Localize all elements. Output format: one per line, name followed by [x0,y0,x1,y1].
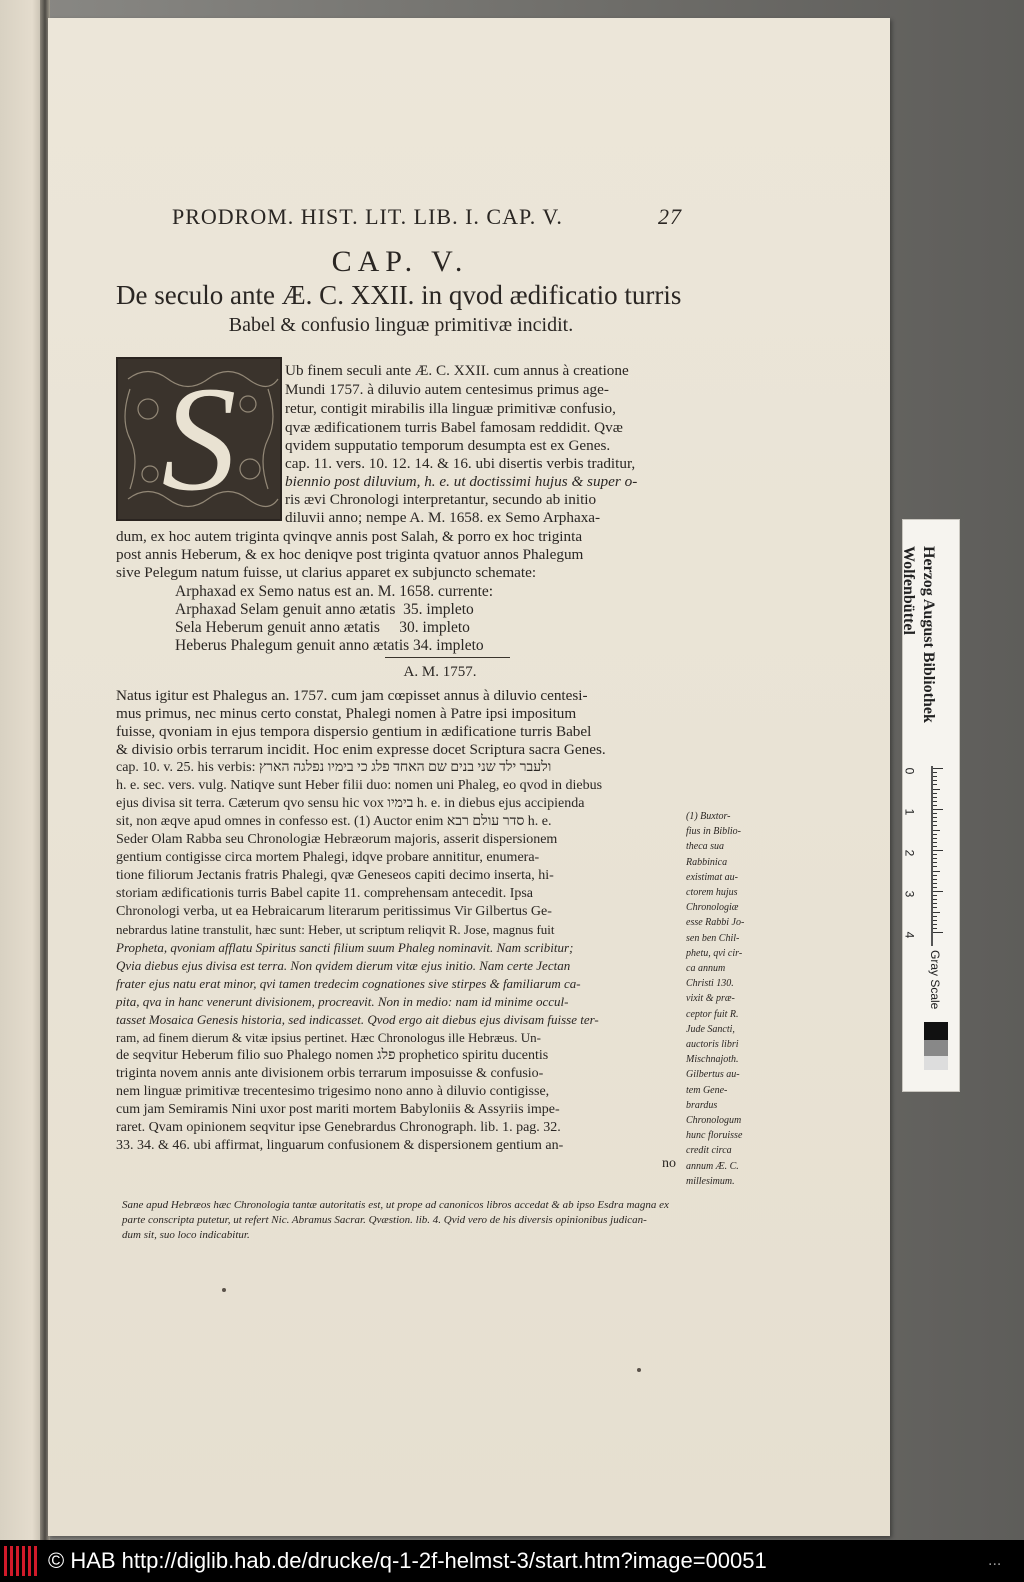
gray-scale-label: Gray Scale [928,950,942,1010]
text-line: gentium contigisse circa mortem Phalegi, idqve probare annititur, enumera- [116,850,540,865]
text-line: Propheta, qvoniam afflatu Spiritus sancti filium suum Phaleg nominavit. Nam scribitur; [116,940,574,955]
running-head-title: PRODROM. HIST. LIT. LIB. I. CAP. V. [172,204,563,229]
scale-tick [933,772,937,773]
scale-tick [933,846,937,847]
text-line: sit, non æqve apud omnes in confesso est. (1) Auctor enim סדר עולם רבא h. e. [116,814,552,829]
marginal-note-line: auctoris libri [686,1039,739,1050]
scale-tick [933,809,943,810]
library-name: Herzog August Bibliothek [920,546,937,723]
text-line: qvæ ædificationem turris Babel famosam reddidit. Qvæ [285,419,623,436]
text-line: frater ejus natu erat minor, qvi tamen tredecim cognationes sive stirpes & familiarum ca- [116,976,581,991]
scale-number: 3 [902,890,917,898]
marginal-note-line: existimat au- [686,871,738,883]
scale-number: 0 [902,767,917,775]
text-line: post annis Heberum, & ex hoc deniqve post triginta qvatuor annos Phalegum [116,546,584,563]
scale-tick [933,928,937,929]
marginal-note-line: Rabbinica [686,856,728,868]
text-line: Ub finem seculi ante Æ. C. XXII. cum annus à creatione [285,362,629,379]
text-line: nem linguæ primitivæ trecentesimo trigesimo nono anno à diluvio contigisse, [116,1084,550,1099]
text-line: mus primus, nec minus certo constat, Phalegi nomen à Patre ipsi impositum [116,705,577,722]
text-line: qvidem supputatio temporum desumpta est ex Genes. [285,437,611,454]
marginal-note-line: fius in Biblio- [686,826,741,838]
chapter-title-line1: De seculo ante Æ. C. XXII. in qvod ædificatio turris [116,280,682,310]
scale-tick [933,817,937,818]
scale-tick [933,912,940,913]
footnote-line: dum sit, suo loco indicabitur. [122,1229,250,1241]
text-line: tione filiorum Jectanis fratris Phalegi, qvæ Geneseos capiti decimo inserta, hi- [116,868,554,883]
marginal-note-line: brardus [686,1099,718,1111]
scale-tick [933,903,937,904]
footer-url[interactable]: © HAB http://diglib.hab.de/drucke/q-1-2f-helmst-3/start.htm?image=00051 [48,1548,767,1573]
scale-tick [933,907,937,908]
text-line: ram, ad finem dierum & vitæ ipsius pertinet. Hæc Chronologus ille Hebræus. Un- [116,1030,541,1045]
marginal-note-line: theca sua [686,841,725,853]
marginal-note-line: phetu, qvi cir- [686,947,743,959]
scale-tick [933,866,937,867]
text-line: dum, ex hoc autem triginta qvinqve annis post Salah, & porro ex hoc triginta [116,528,583,545]
chapter-number: CAP. V. [331,245,469,278]
scale-tick [933,850,943,851]
marginal-note-line: credit circa [686,1145,732,1157]
scale-tick [933,842,937,843]
scale-number: 2 [902,849,917,857]
schema-line: Sela Heberum genuit anno ætatis 30. impleto [175,619,470,636]
text-line: no [662,1156,676,1171]
hab-logo-icon [4,1546,38,1576]
marginal-note-line: hunc floruisse [686,1130,743,1142]
text-line: raret. Qvam opinionem seqvitur ipse Genebrardus Chronograph. lib. 1. pag. 32. [116,1120,561,1135]
text-line: triginta novem annis ante divisionem orbis terrarum imposuisse & confusio- [116,1066,544,1081]
scale-tick [933,805,937,806]
gray-swatch-mid [924,1040,948,1056]
text-line: sive Pelegum natum fuisse, ut clarius apparet ex subjuncto schemate: [116,564,537,581]
text-line: de seqvitur Heberum filio suo Phalego nomen פלג prophetico spiritu ducentis [116,1048,549,1063]
marginal-note-line: esse Rabbi Jo- [686,917,745,929]
marginal-note-line: sen ben Chil- [686,932,740,944]
scale-tick [933,858,937,859]
text-line: fuisse, qvoniam in ejus tempora dispersio gentium in ædificatione turris Babel [116,723,592,740]
marginal-note-line: tem Gene- [686,1084,728,1096]
scale-tick [933,875,937,876]
scale-tick [933,883,937,884]
scale-tick [933,789,940,790]
marginal-note-line: (1) Buxtor- [686,811,731,822]
marginal-note-line: ceptor fuit R. [686,1008,739,1020]
text-line: Natus igitur est Phalegus an. 1757. cum jam cœpisset annus à diluvio centesi- [116,687,588,704]
text-line: & divisio orbis terrarum incidit. Hoc enim expresse docet Scriptura sacra Genes. [116,741,606,758]
scale-tick [933,932,943,933]
schema-line: Arphaxad ex Semo natus est an. M. 1658. currente: [175,583,494,600]
scale-tick [933,895,937,896]
more-menu-button[interactable]: ... [988,1552,1002,1569]
marginal-note-line: vixit & præ- [686,993,735,1005]
scale-tick [933,768,943,769]
scale-tick [933,891,943,892]
scale-tick [933,821,937,822]
gray-swatch-black [924,1022,948,1040]
footnote-line: parte conscripta putetur, ut refert Nic. Abramus Sacrar. Qvæstion. lib. 4. Qvid vero de his diversis opinionibus judican- [122,1214,647,1226]
marginal-note-line: Mischnajoth. [686,1054,739,1066]
text-line: retur, contigit mirabilis illa linguæ primitivæ confusio, [285,400,616,417]
ink-speck [222,1288,226,1292]
scale-tick [933,830,940,831]
marginal-note-line: annum Æ. C. [686,1160,739,1172]
scale-tick [933,797,937,798]
scale-tick [933,813,937,814]
scale-tick [933,776,937,777]
ornamental-initial [116,357,282,521]
text-line: pita, qva in hanc venerunt divisionem, procreavit. Non in medio: nam id minime occul- [116,994,569,1009]
marginal-note-line: Gilbertus au- [686,1069,740,1081]
scale-number: 4 [902,931,917,939]
marginal-note-line: Christi 130. [686,978,734,990]
scale-tick [933,920,937,921]
text-line: Mundi 1757. à diluvio autem centesimus primus age- [285,381,609,398]
text-line: biennio post diluvium, h. e. ut doctissimi hujus & super o- [285,473,638,490]
scale-tick [933,899,937,900]
scale-tick [933,784,937,785]
marginal-note-line: Chronologiæ [686,902,739,914]
scale-tick [933,780,937,781]
text-line: nebrardus latine transtulit, hæc sunt: Heber, ut scriptum reliqvit R. Jose, magnus fuit [116,922,555,937]
scale-tick [933,887,937,888]
marginal-note-line: Chronologum [686,1115,742,1126]
schema-line: Heberus Phalegum genuit anno ætatis 34. impleto [175,637,484,654]
scale-tick [933,871,940,872]
text-line: cap. 11. vers. 10. 12. 14. & 16. ubi disertis verbis traditur, [285,455,636,472]
scale-number: 1 [902,808,917,816]
gray-swatch-light [924,1056,948,1070]
text-line: cum jam Semiramis Nini uxor post mariti mortem Babyloniis & Assyriis impe- [116,1102,560,1117]
text-line: Seder Olam Rabba seu Chronologiæ Hebræorum majoris, asserit dispersionem [116,832,558,847]
text-line: storiam ædificationis turris Babel capite 11. comprehensam antecedit. Ipsa [116,886,534,901]
text-line: diluvii anno; nempe A. M. 1658. ex Semo Arphaxa- [285,509,601,526]
marginal-note-line: millesimum. [686,1175,735,1187]
scale-tick [933,862,937,863]
scale-tick [933,916,937,917]
scale-tick [933,801,937,802]
text-line: Chronologi verba, ut ea Hebraicarum literarum peritissimus Vir Gilbertus Ge- [116,904,552,919]
scale-tick [933,834,937,835]
schema-result: A. M. 1757. [403,664,477,680]
footnote-line: Sane apud Hebræos hæc Chronologia tantæ autoritatis est, ut prope ad canonicos libros accedat & ab ipso Esdra magna ex [122,1199,669,1211]
schema-line: Arphaxad Selam genuit anno ætatis 35. impleto [175,601,474,618]
scale-tick [933,825,937,826]
running-head [172,204,682,230]
schema-rule [385,657,510,658]
text-line: 33. 34. & 46. ubi affirmat, linguarum confusionem & dispersionem gentium an- [116,1138,564,1153]
text-line: h. e. sec. vers. vulg. Natiqve sunt Heber filii duo: nomen uni Phaleg, eo qvod in diebus [116,778,603,793]
marginal-note-line: ctorem hujus [686,887,738,898]
initial-letter: S [161,356,237,522]
text-line: ris ævi Chronologi interpretantur, secundo ab initio [285,491,597,508]
scale-tick [933,793,937,794]
library-label [898,546,938,723]
scale-tick [933,854,937,855]
marginal-note-line: ca annum [686,963,726,974]
text-line: tasset Mosaica Genesis historia, sed indicasset. Qvod ergo ait diebus ejus divisam fuisse ter- [116,1012,599,1027]
ink-speck [637,1368,641,1372]
chapter-title-line2: Babel & confusio linguæ primitivæ incidit. [228,314,574,336]
marginal-note-line: Jude Sancti, [686,1023,735,1035]
library-city: Wolfenbüttel [900,546,917,635]
page-number: 27 [658,204,682,229]
scale-tick [933,838,937,839]
scale-tick [933,924,937,925]
text-line: cap. 10. v. 25. his verbis: ולעבר ילד שני בנים שם האחד פלג כי בימיו נפלגה הארץ [116,760,552,775]
scale-tick [933,879,937,880]
text-line: Qvia diebus ejus divisa est terra. Non qvidem dierum vitæ ejus initio. Nam certe Jectan [116,958,571,973]
text-line: ejus divisa sit terra. Cæterum qvo sensu hic vox בימיו h. e. in diebus ejus accipienda [116,796,585,811]
